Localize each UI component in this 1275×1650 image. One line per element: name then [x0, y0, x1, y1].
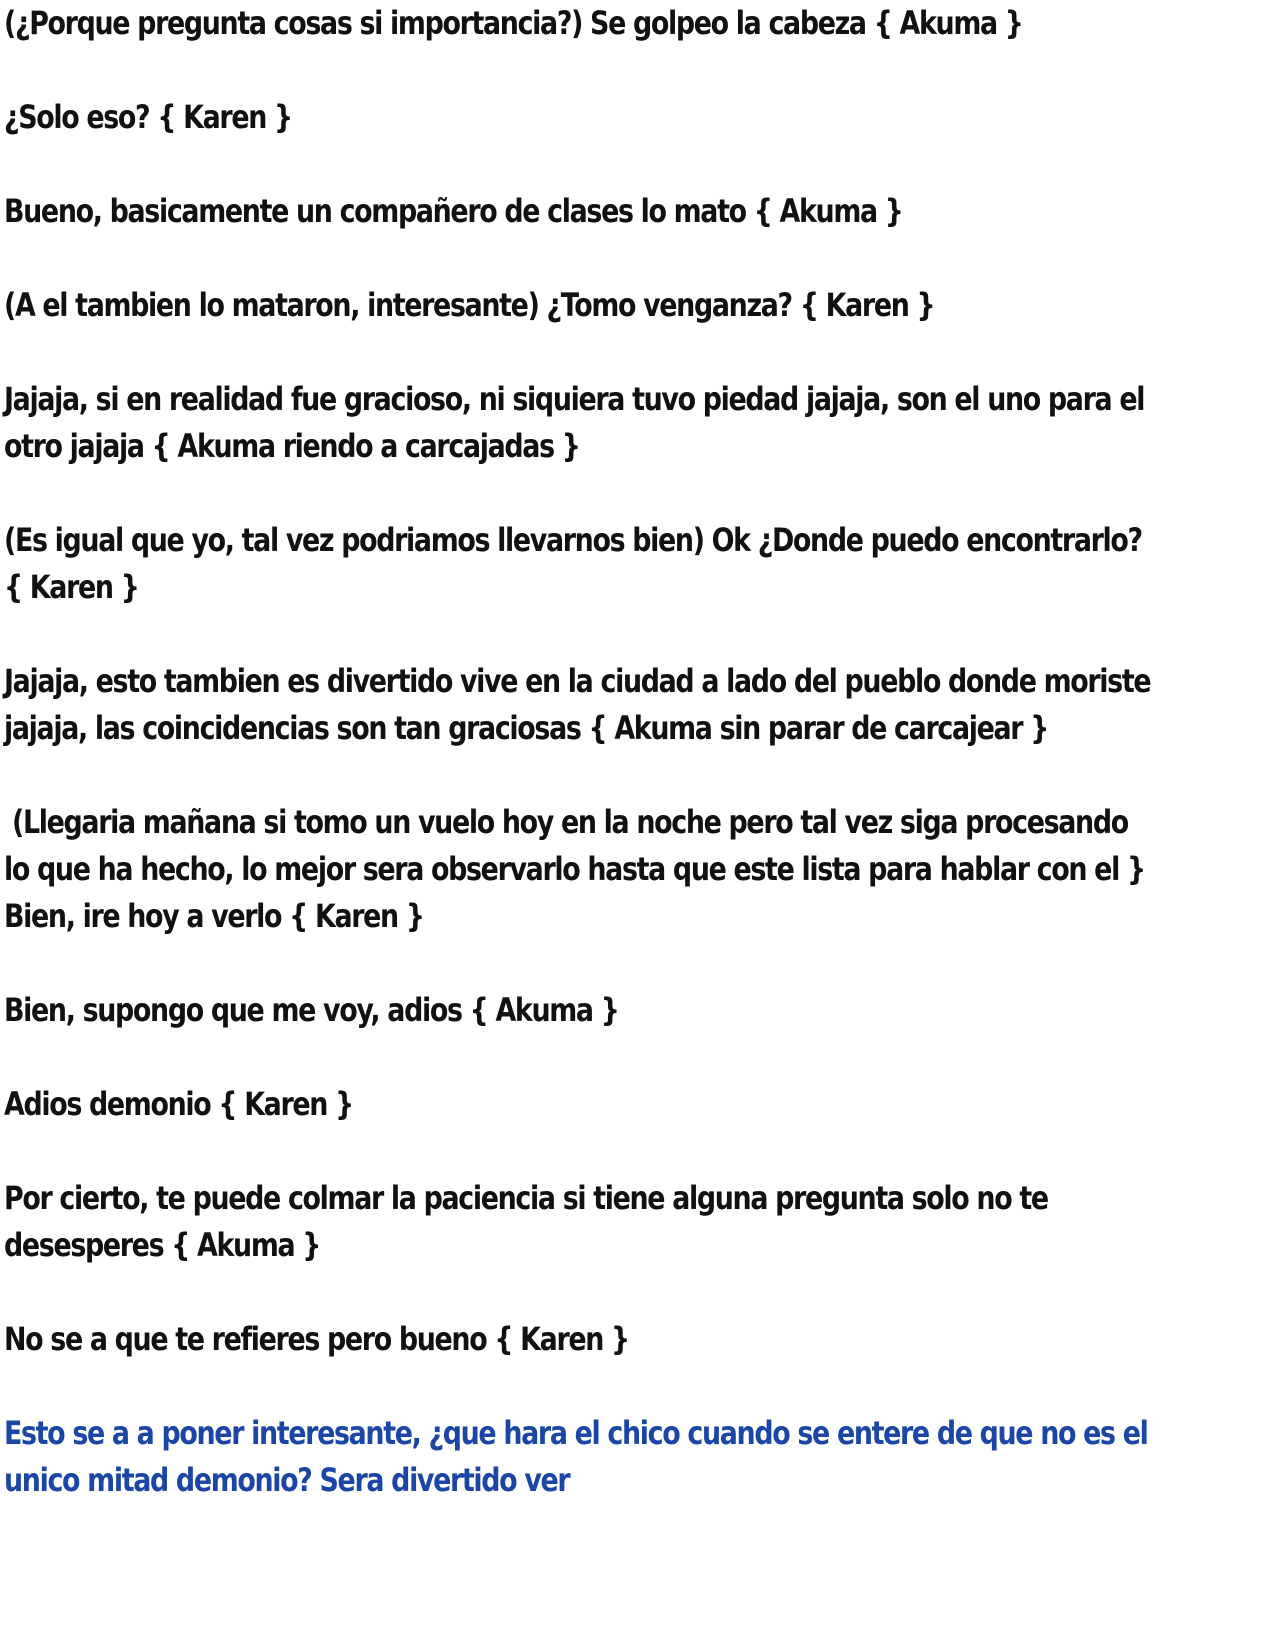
dialogue-line-7 [4, 658, 1266, 752]
text-line: jajaja, las coincidencias son tan graciosas { Akuma sin parar de carcajear } [4, 709, 1049, 747]
dialogue-line-12 [4, 1316, 1266, 1363]
text-line: Bueno, basicamente un compañero de clases lo mato { Akuma } [4, 192, 903, 230]
text-line: (Es igual que yo, tal vez podriamos llevarnos bien) Ok ¿Donde puedo encontrarlo? [4, 521, 1142, 559]
document-page [4, 0, 1266, 1504]
text-line: (¿Porque pregunta cosas si importancia?) Se golpeo la cabeza { Akuma } [4, 4, 1023, 42]
text-line: Jajaja, si en realidad fue gracioso, ni siquiera tuvo piedad jajaja, son el uno para el [4, 380, 1145, 418]
narrator-paragraph [4, 1410, 1266, 1504]
text-line: (Llegaria mañana si tomo un vuelo hoy en la noche pero tal vez siga procesando [4, 803, 1128, 841]
text-line: Adios demonio { Karen } [4, 1085, 353, 1123]
text-line: { Karen } [4, 568, 139, 606]
narrator-text-line: Esto se a a poner interesante, ¿que hara el chico cuando se entere de que no es el [4, 1414, 1148, 1452]
text-line: Bien, ire hoy a verlo { Karen } [4, 897, 424, 935]
text-line: otro jajaja { Akuma riendo a carcajadas } [4, 427, 580, 465]
dialogue-line-3 [4, 188, 1266, 235]
narrator-text-line: unico mitad demonio? Sera divertido ver [4, 1461, 570, 1499]
dialogue-line-2 [4, 94, 1266, 141]
dialogue-line-11 [4, 1175, 1266, 1269]
text-line: desesperes { Akuma } [4, 1226, 321, 1264]
dialogue-line-1 [4, 0, 1266, 47]
dialogue-line-10 [4, 1081, 1266, 1128]
text-line: Por cierto, te puede colmar la paciencia si tiene alguna pregunta solo no te [4, 1179, 1048, 1217]
dialogue-line-4 [4, 282, 1266, 329]
dialogue-line-9 [4, 987, 1266, 1034]
text-line: Bien, supongo que me voy, adios { Akuma } [4, 991, 619, 1029]
dialogue-line-5 [4, 376, 1266, 470]
dialogue-line-6 [4, 517, 1266, 611]
text-line: No se a que te refieres pero bueno { Karen } [4, 1320, 629, 1358]
text-line: ¿Solo eso? { Karen } [4, 98, 292, 136]
text-line: lo que ha hecho, lo mejor sera observarlo hasta que este lista para hablar con el } [4, 850, 1145, 888]
dialogue-line-8 [4, 799, 1266, 940]
text-line: (A el tambien lo mataron, interesante) ¿Tomo venganza? { Karen } [4, 286, 935, 324]
text-line: Jajaja, esto tambien es divertido vive en la ciudad a lado del pueblo donde moriste [4, 662, 1151, 700]
